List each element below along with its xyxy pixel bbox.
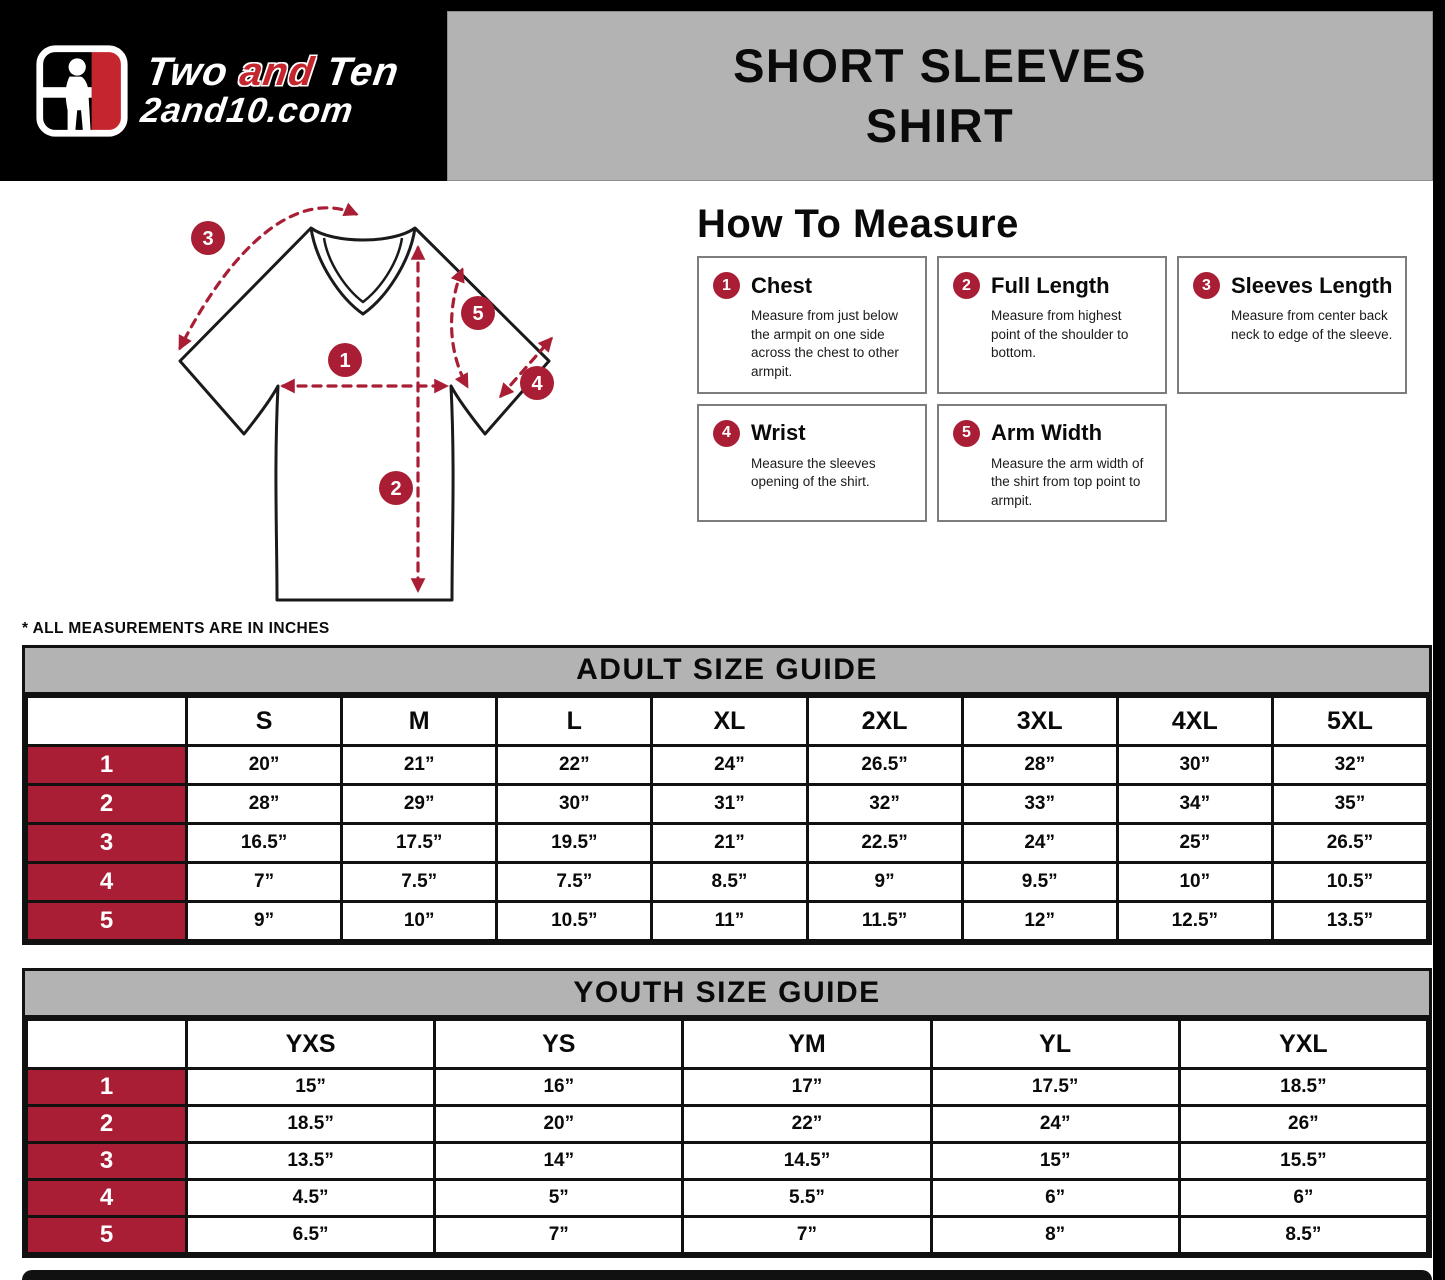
adult-size-table (25, 695, 1429, 942)
size-column-header: 4XL (1117, 697, 1272, 746)
size-value-cell: 7” (435, 1217, 683, 1254)
measure-badge-4-label: 4 (531, 373, 543, 395)
size-value-cell: 18.5” (1179, 1069, 1427, 1106)
youth-size-table (25, 1018, 1429, 1255)
measure-card-sleeves-length (1177, 256, 1407, 394)
measure-card-arm-width (937, 404, 1167, 523)
size-value-cell: 12.5” (1117, 902, 1272, 941)
size-value-cell: 7.5” (342, 863, 497, 902)
size-table-row (27, 1180, 1428, 1217)
size-value-cell: 26.5” (807, 746, 962, 785)
size-table-row (27, 863, 1428, 902)
size-value-cell: 15” (931, 1143, 1179, 1180)
adult-size-guide (22, 645, 1432, 945)
size-value-cell: 17.5” (931, 1069, 1179, 1106)
size-value-cell: 14.5” (683, 1143, 931, 1180)
measurements-note: * ALL MEASUREMENTS ARE IN INCHES (22, 620, 330, 637)
page-title-line2: SHIRT (865, 99, 1015, 152)
size-value-cell: 17.5” (342, 824, 497, 863)
size-column-header: YXS (187, 1020, 435, 1069)
measure-card-title: Chest (751, 272, 813, 298)
adult-size-guide-title: ADULT SIZE GUIDE (25, 648, 1429, 695)
size-value-cell: 4.5” (187, 1180, 435, 1217)
size-value-cell: 32” (807, 785, 962, 824)
size-column-header: YXL (1179, 1020, 1427, 1069)
corner-cell (27, 1020, 187, 1069)
measure-card-description: Measure the arm width of the shirt from top point to armpit. (991, 455, 1144, 508)
measure-row-label: 3 (27, 824, 187, 863)
measure-card-wrist (697, 404, 927, 523)
size-column-header: YS (435, 1020, 683, 1069)
size-value-cell: 6” (931, 1180, 1179, 1217)
size-column-header: 3XL (962, 697, 1117, 746)
measure-card-description: Measure the sleeves opening of the shirt. (751, 455, 876, 490)
shirt-measurement-diagram (128, 198, 598, 618)
size-table-row (27, 1143, 1428, 1180)
size-value-cell: 11.5” (807, 902, 962, 941)
size-value-cell: 33” (962, 785, 1117, 824)
measure-row-label: 3 (27, 1143, 187, 1180)
size-table-row (27, 746, 1428, 785)
size-value-cell: 8” (931, 1217, 1179, 1254)
size-value-cell: 19.5” (497, 824, 652, 863)
size-value-cell: 22” (683, 1106, 931, 1143)
measure-card-title: Wrist (751, 420, 806, 445)
size-value-cell: 7” (187, 863, 342, 902)
size-value-cell: 13.5” (1272, 902, 1427, 941)
brand-logo-panel (0, 0, 447, 181)
measure-card-description: Measure from center back neck to edge of the sleeve. (1231, 308, 1393, 342)
size-value-cell: 6.5” (187, 1217, 435, 1254)
size-column-header: 5XL (1272, 697, 1427, 746)
measure-badge-2-label: 2 (390, 478, 402, 500)
measure-card-title: Sleeves Length (1231, 272, 1393, 298)
size-value-cell: 9.5” (962, 863, 1117, 902)
size-value-cell: 14” (435, 1143, 683, 1180)
size-value-cell: 10.5” (497, 902, 652, 941)
size-column-header: S (187, 697, 342, 746)
measure-row-label: 5 (27, 902, 187, 941)
measure-row-label: 1 (27, 746, 187, 785)
measure-row-label: 4 (27, 1180, 187, 1217)
measure-number-badge: 2 (953, 272, 980, 299)
size-value-cell: 18.5” (187, 1106, 435, 1143)
bottom-section-bar (22, 1270, 1432, 1280)
measure-card-title: Full Length (991, 272, 1110, 298)
measure-row-label: 2 (27, 785, 187, 824)
how-to-measure-cards (697, 256, 1417, 522)
size-value-cell: 7.5” (497, 863, 652, 902)
size-column-header: XL (652, 697, 807, 746)
size-table-row (27, 785, 1428, 824)
youth-size-guide (22, 968, 1432, 1258)
measure-row-label: 1 (27, 1069, 187, 1106)
size-value-cell: 26” (1179, 1106, 1427, 1143)
size-value-cell: 15” (187, 1069, 435, 1106)
size-value-cell: 24” (962, 824, 1117, 863)
measure-card-chest (697, 256, 927, 394)
measure-card-full-length (937, 256, 1167, 394)
size-column-header: YM (683, 1020, 931, 1069)
size-value-cell: 32” (1272, 746, 1427, 785)
size-value-cell: 21” (652, 824, 807, 863)
size-value-cell: 31” (652, 785, 807, 824)
size-value-cell: 28” (187, 785, 342, 824)
size-value-cell: 22.5” (807, 824, 962, 863)
size-value-cell: 25” (1117, 824, 1272, 863)
size-column-header: YL (931, 1020, 1179, 1069)
size-value-cell: 20” (187, 746, 342, 785)
size-value-cell: 24” (652, 746, 807, 785)
measure-card-description: Measure from highest point of the shoulder to bottom. (991, 308, 1129, 361)
shirt-outline (180, 228, 549, 600)
measure-number-badge: 1 (713, 272, 740, 299)
size-value-cell: 26.5” (1272, 824, 1427, 863)
size-value-cell: 22” (497, 746, 652, 785)
size-table-row (27, 1069, 1428, 1106)
brand-logo-icon (34, 43, 130, 139)
measure-card-description: Measure from just below the armpit on one side across the chest to other armpit. (751, 308, 899, 379)
size-value-cell: 11” (652, 902, 807, 941)
size-value-cell: 16” (435, 1069, 683, 1106)
size-value-cell: 7” (683, 1217, 931, 1254)
size-value-cell: 8.5” (1179, 1217, 1427, 1254)
size-value-cell: 8.5” (652, 863, 807, 902)
size-table-row (27, 902, 1428, 941)
size-value-cell: 30” (1117, 746, 1272, 785)
size-value-cell: 24” (931, 1106, 1179, 1143)
size-value-cell: 6” (1179, 1180, 1427, 1217)
size-value-cell: 20” (435, 1106, 683, 1143)
size-value-cell: 16.5” (187, 824, 342, 863)
size-value-cell: 9” (807, 863, 962, 902)
measure-number-badge: 5 (953, 420, 980, 447)
size-value-cell: 10.5” (1272, 863, 1427, 902)
size-value-cell: 30” (497, 785, 652, 824)
right-black-strip (1433, 0, 1445, 1280)
measure-number-badge: 3 (1193, 272, 1220, 299)
size-value-cell: 13.5” (187, 1143, 435, 1180)
size-value-cell: 17” (683, 1069, 931, 1106)
size-column-header: 2XL (807, 697, 962, 746)
measure-badge-5-label: 5 (472, 303, 484, 325)
measure-number-badge: 4 (713, 420, 740, 447)
youth-size-guide-title: YOUTH SIZE GUIDE (25, 971, 1429, 1018)
brand-domain: 2and10.com (138, 91, 357, 131)
size-value-cell: 10” (1117, 863, 1272, 902)
size-column-header: M (342, 697, 497, 746)
youth-size-header-row (27, 1020, 1428, 1069)
page-title-panel (447, 11, 1433, 181)
size-value-cell: 9” (187, 902, 342, 941)
size-table-row (27, 1217, 1428, 1254)
size-value-cell: 10” (342, 902, 497, 941)
size-value-cell: 5.5” (683, 1180, 931, 1217)
size-value-cell: 15.5” (1179, 1143, 1427, 1180)
adult-size-header-row (27, 697, 1428, 746)
measure-card-title: Arm Width (991, 420, 1103, 445)
size-table-row (27, 1106, 1428, 1143)
size-value-cell: 28” (962, 746, 1117, 785)
page-title-line1: SHORT SLEEVES (733, 38, 1147, 92)
brand-name: Two and Ten (143, 50, 403, 95)
size-value-cell: 29” (342, 785, 497, 824)
size-value-cell: 5” (435, 1180, 683, 1217)
size-column-header: L (497, 697, 652, 746)
measure-row-label: 2 (27, 1106, 187, 1143)
measure-badge-3-label: 3 (202, 228, 214, 250)
size-value-cell: 35” (1272, 785, 1427, 824)
brand-logo-text (138, 50, 403, 131)
measure-row-label: 4 (27, 863, 187, 902)
how-to-measure-heading: How To Measure (697, 202, 1019, 246)
measure-row-label: 5 (27, 1217, 187, 1254)
size-table-row (27, 824, 1428, 863)
corner-cell (27, 697, 187, 746)
size-value-cell: 21” (342, 746, 497, 785)
measure-badge-1-label: 1 (339, 350, 351, 372)
size-value-cell: 12” (962, 902, 1117, 941)
size-value-cell: 34” (1117, 785, 1272, 824)
